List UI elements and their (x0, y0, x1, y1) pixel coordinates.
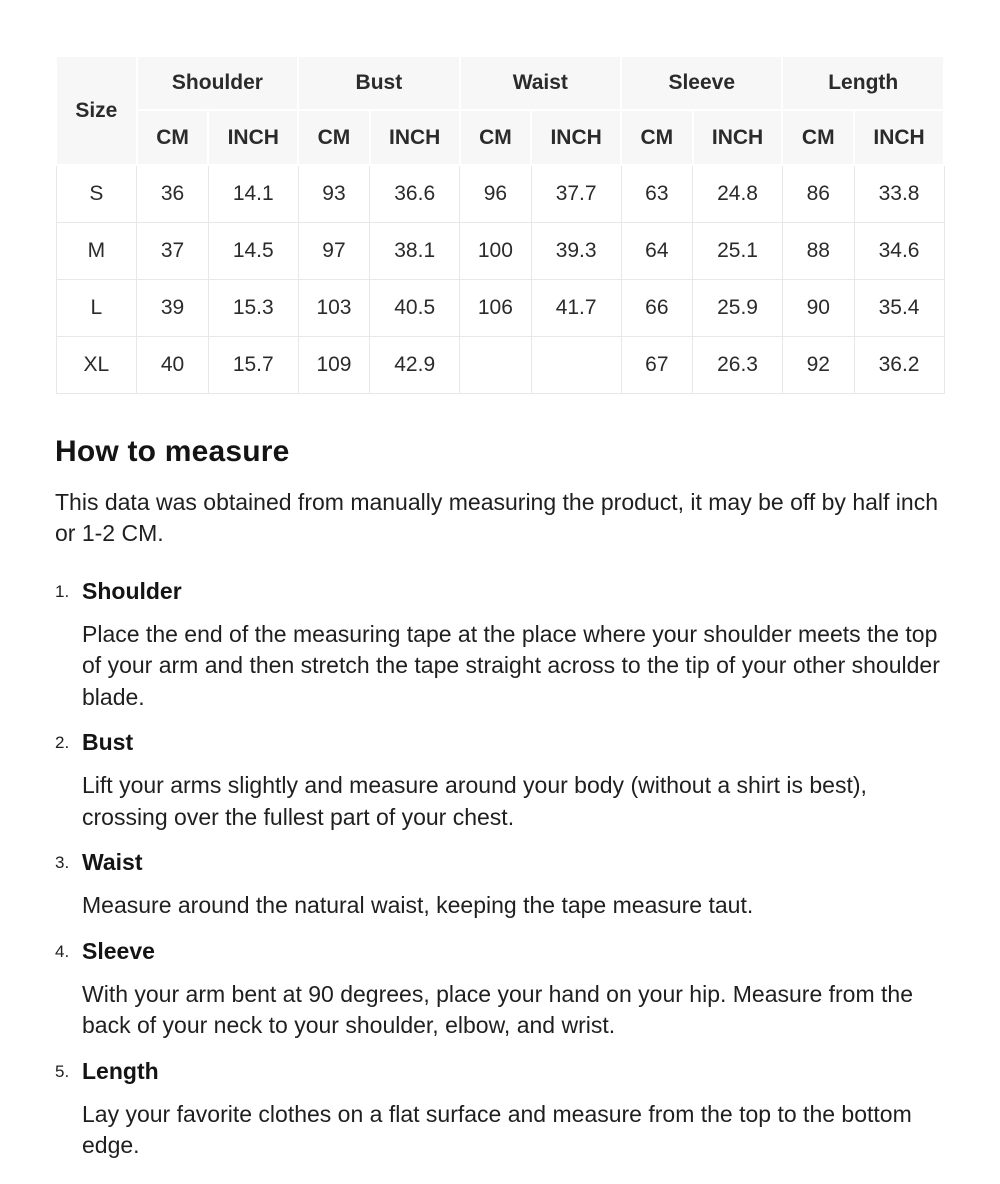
unit-header-cm: CM (621, 110, 693, 165)
table-header-unit-row (56, 110, 944, 165)
step-title: Shoulder (82, 577, 182, 604)
measurement-cell: 36 (137, 165, 209, 222)
measurement-cell: 42.9 (370, 336, 460, 393)
unit-header-inch: INCH (693, 110, 783, 165)
step-description: Place the end of the measuring tape at the place where your shoulder meets the top of your arm and then stretch the tape straight across to the tip of your other shoulder blade. (82, 620, 940, 710)
unit-header-inch: INCH (370, 110, 460, 165)
measurement-cell: 96 (460, 165, 532, 222)
size-column-header: Size (56, 56, 137, 165)
measurement-cell: 109 (298, 336, 370, 393)
size-chart-table (55, 55, 945, 394)
list-item-bust (55, 729, 945, 833)
measurement-cell: 97 (298, 222, 370, 279)
measurement-cell: 93 (298, 165, 370, 222)
measurement-cell: 66 (621, 279, 693, 336)
unit-header-cm: CM (782, 110, 854, 165)
step-description: With your arm bent at 90 degrees, place your hand on your hip. Measure from the back of your neck to your shoulder, elbow, and wrist. (82, 980, 913, 1038)
measurement-cell: 35.4 (854, 279, 944, 336)
unit-header-inch: INCH (208, 110, 298, 165)
measurement-cell: 63 (621, 165, 693, 222)
measurement-cell: 25.1 (693, 222, 783, 279)
unit-header-inch: INCH (854, 110, 944, 165)
measurement-cell: 88 (782, 222, 854, 279)
list-item-shoulder (55, 578, 945, 714)
how-to-measure-heading: How to measure (55, 434, 290, 468)
measurement-cell: 92 (782, 336, 854, 393)
measurement-cell: 36.2 (854, 336, 944, 393)
column-header-bust: Bust (298, 56, 459, 110)
column-header-length: Length (782, 56, 944, 110)
measurement-cell-empty (460, 336, 532, 393)
measurement-cell: 25.9 (693, 279, 783, 336)
measurement-cell: 14.5 (208, 222, 298, 279)
step-title: Bust (82, 729, 134, 755)
step-title: Sleeve (82, 937, 155, 964)
list-item-sleeve (55, 938, 945, 1042)
table-row-size-xl (56, 336, 944, 393)
measurement-cell: 33.8 (854, 165, 944, 222)
measurement-cell: 24.8 (693, 165, 783, 222)
step-description: Lay your favorite clothes on a flat surface and measure from the top to the bottom edge. (82, 1100, 912, 1158)
size-cell: XL (56, 336, 137, 393)
how-to-measure-intro: This data was obtained from manually measuring the product, it may be off by half inch or 1-2 CM. (55, 488, 938, 546)
measurement-cell: 36.6 (370, 165, 460, 222)
column-header-shoulder: Shoulder (137, 56, 298, 110)
measurement-cell: 37.7 (531, 165, 621, 222)
step-number: 3. (55, 853, 70, 872)
unit-header-inch: INCH (531, 110, 621, 165)
measurement-cell: 86 (782, 165, 854, 222)
list-item-waist (55, 849, 945, 922)
step-title: Length (82, 1057, 159, 1084)
measurement-cell: 90 (782, 279, 854, 336)
measurement-cell: 34.6 (854, 222, 944, 279)
measurement-cell: 67 (621, 336, 693, 393)
size-cell: M (56, 222, 137, 279)
unit-header-cm: CM (460, 110, 532, 165)
step-description: Lift your arms slightly and measure around your body (without a shirt is best), crossing over the fullest part of your chest. (82, 772, 867, 830)
measurement-cell: 39.3 (531, 222, 621, 279)
measurement-cell: 64 (621, 222, 693, 279)
size-cell: L (56, 279, 137, 336)
measurement-cell: 103 (298, 279, 370, 336)
step-description: Measure around the natural waist, keeping the tape measure taut. (82, 892, 754, 918)
measurement-cell: 15.3 (208, 279, 298, 336)
step-number: 4. (55, 941, 70, 961)
measurement-cell: 41.7 (531, 279, 621, 336)
column-header-waist: Waist (460, 56, 621, 110)
table-row-size-s (56, 165, 944, 222)
measurement-cell: 15.7 (208, 336, 298, 393)
measurement-cell: 26.3 (693, 336, 783, 393)
measurement-cell: 40 (137, 336, 209, 393)
table-row-size-m (56, 222, 944, 279)
step-number: 1. (55, 581, 70, 601)
measurement-cell: 40.5 (370, 279, 460, 336)
measurement-cell: 38.1 (370, 222, 460, 279)
table-row-size-l (56, 279, 944, 336)
measurement-cell: 14.1 (208, 165, 298, 222)
list-item-length (55, 1058, 945, 1162)
step-number: 5. (55, 1061, 70, 1081)
measurement-cell: 106 (460, 279, 532, 336)
measurement-cell: 39 (137, 279, 209, 336)
step-title: Waist (82, 849, 143, 875)
column-header-sleeve: Sleeve (621, 56, 782, 110)
step-number: 2. (55, 733, 70, 752)
unit-header-cm: CM (137, 110, 209, 165)
table-header-group-row (56, 56, 944, 110)
measurement-cell-empty (531, 336, 621, 393)
measure-steps-list (55, 578, 945, 1162)
size-cell: S (56, 165, 137, 222)
unit-header-cm: CM (298, 110, 370, 165)
measurement-cell: 37 (137, 222, 209, 279)
measurement-cell: 100 (460, 222, 532, 279)
